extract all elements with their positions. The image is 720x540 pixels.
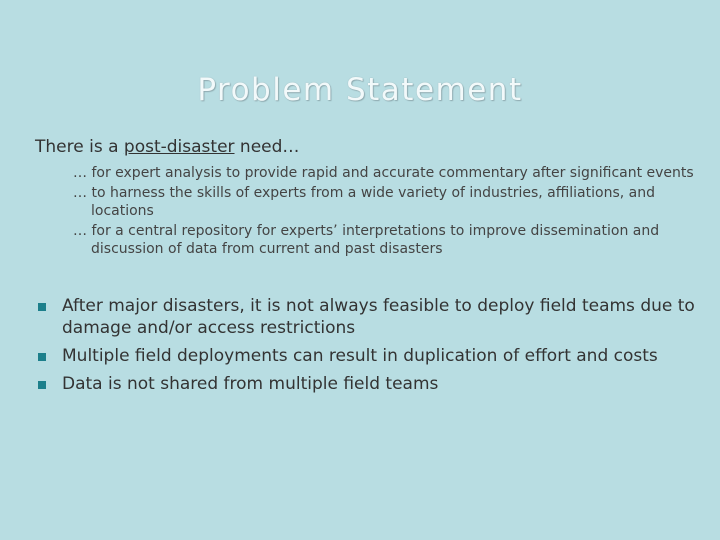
square-bullet-icon [38, 303, 46, 311]
bullet-list [38, 295, 698, 401]
bullet-text: Data is not shared from multiple field teams [62, 374, 439, 394]
square-bullet-icon [38, 353, 46, 361]
intro-text-after: need… [234, 137, 300, 157]
sub-point: … for expert analysis to provide rapid and accurate commentary after significant events [73, 165, 694, 181]
sub-point: … to harness the skills of experts from a wide variety of industries, affiliations, and locations [73, 185, 655, 219]
sub-point: … for a central repository for experts’ interpretations to improve dissemination and discussion of data from current and past disasters [73, 223, 660, 257]
slide-title: Problem Statement [197, 72, 523, 108]
bullet-text: After major disasters, it is not always feasible to deploy field teams due to damage and/or access restrictions [62, 296, 695, 338]
square-bullet-icon [38, 381, 46, 389]
bullet-item [38, 373, 698, 395]
bullet-item [38, 345, 698, 367]
sub-point-list [73, 164, 703, 260]
intro-line [35, 137, 299, 157]
bullet-text: Multiple field deployments can result in duplication of effort and costs [62, 346, 658, 366]
bullet-item [38, 295, 698, 339]
intro-text-before: There is a [35, 137, 124, 157]
intro-underlined-text: post-disaster [123, 137, 235, 157]
